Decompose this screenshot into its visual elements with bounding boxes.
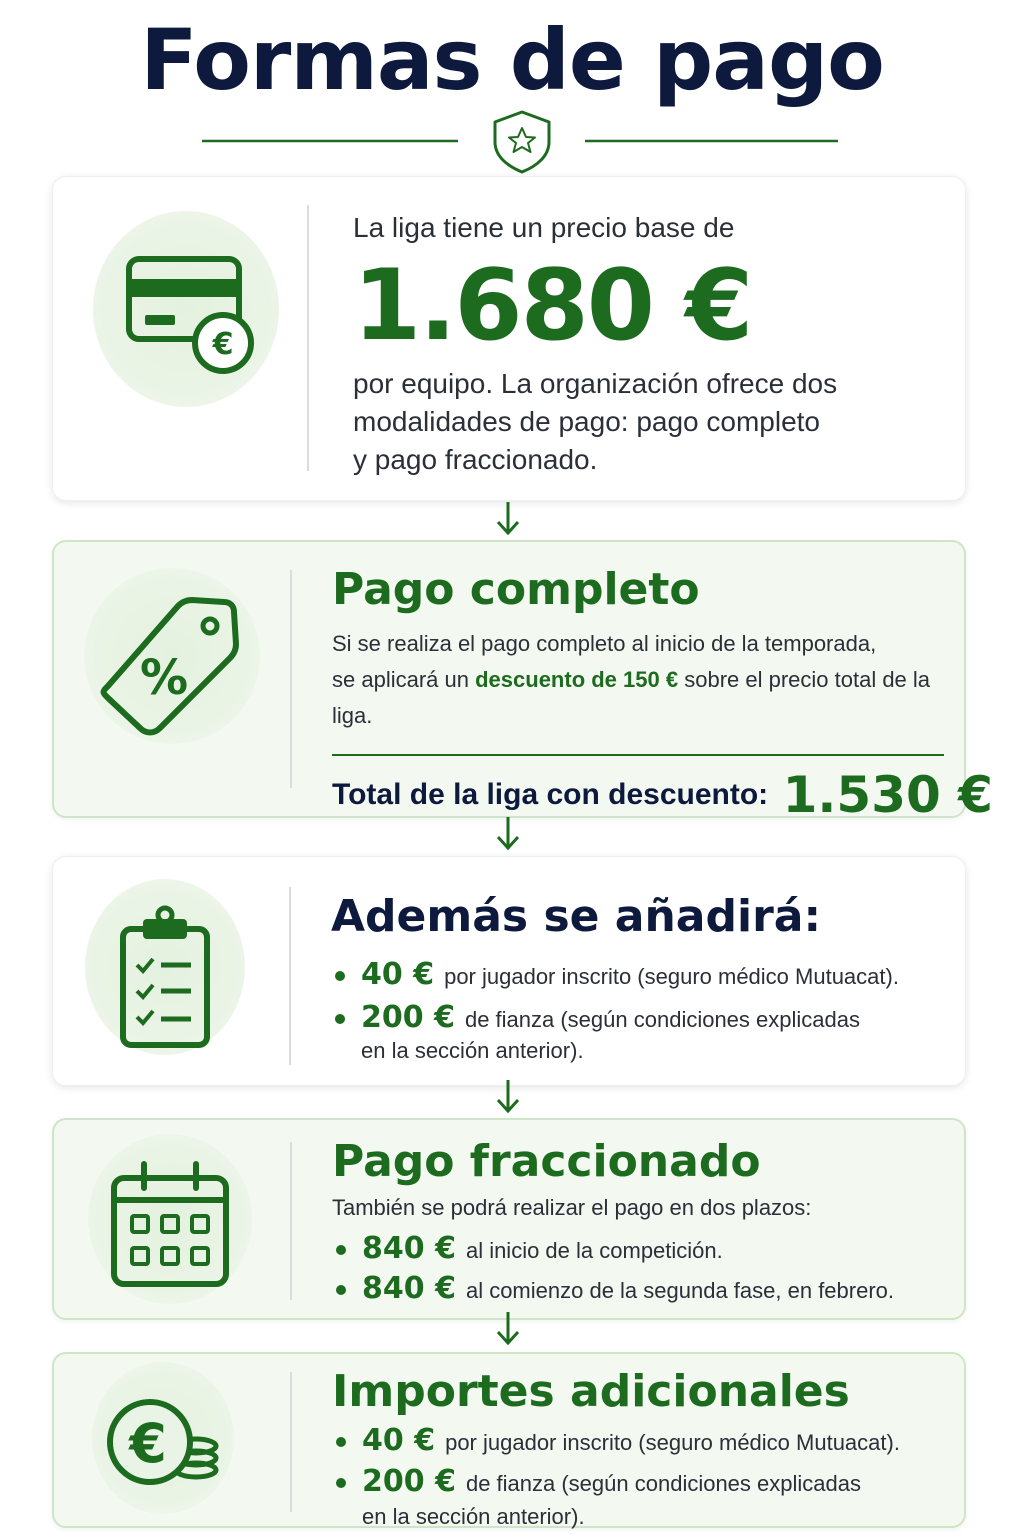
total-divider bbox=[332, 754, 944, 756]
total-row bbox=[332, 766, 993, 824]
intro-text: La liga tiene un precio base de bbox=[353, 212, 735, 243]
section-title: Pago completo bbox=[332, 564, 700, 615]
euro-coins-icon bbox=[92, 1362, 234, 1514]
list-item-cont: en la sección anterior). bbox=[362, 1504, 585, 1529]
base-price-card bbox=[52, 176, 966, 501]
intro-text: También se podrá realizar el pago en dos plazos: bbox=[332, 1195, 812, 1220]
card-icon-bg bbox=[93, 211, 279, 407]
desc-line-1: Si se realiza el pago completo al inicio de la temporada, bbox=[332, 631, 877, 656]
full-payment-card bbox=[52, 540, 993, 824]
card-icon-bg bbox=[92, 1362, 234, 1514]
divider bbox=[290, 1372, 292, 1512]
desc-line-2: modalidades de pago: pago completo bbox=[353, 406, 821, 437]
card-icon-bg bbox=[84, 568, 260, 744]
additional-amounts-card bbox=[52, 1352, 966, 1528]
svg-text:%: % bbox=[139, 650, 189, 706]
section-title: Pago fraccionado bbox=[332, 1136, 761, 1187]
title-divider bbox=[0, 108, 1024, 178]
extras-card bbox=[52, 856, 966, 1086]
credit-card-euro-icon bbox=[93, 211, 279, 407]
list-item: 40 € por jugador inscrito (seguro médico Mutuacat). bbox=[331, 957, 951, 995]
divider bbox=[290, 570, 292, 788]
list-item: 840 € al comienzo de la segunda fase, en febrero. bbox=[332, 1270, 952, 1310]
list-item: 40 € por jugador inscrito (seguro médico Mutuacat). bbox=[332, 1422, 952, 1462]
clipboard-checklist-icon bbox=[85, 879, 245, 1055]
discount-tag-icon bbox=[84, 568, 260, 744]
arrow-down-icon bbox=[492, 815, 524, 855]
calendar-icon bbox=[88, 1134, 252, 1304]
desc-line-1: por equipo. La organización ofrece dos bbox=[353, 368, 838, 399]
arrow-down-icon bbox=[492, 500, 524, 540]
total-value: 1.530 € bbox=[782, 766, 993, 824]
list-item: 840 € al inicio de la competición. bbox=[332, 1230, 952, 1270]
page-title: Formas de pago bbox=[140, 11, 884, 109]
svg-text:€: € bbox=[212, 327, 234, 362]
desc-line-2: se aplicará un descuento de 150 € sobre el precio total de la liga. bbox=[332, 667, 931, 728]
card-icon-bg bbox=[85, 879, 245, 1055]
divider bbox=[289, 887, 291, 1065]
total-label: Total de la liga con descuento: bbox=[332, 778, 769, 811]
section-title: Importes adicionales bbox=[332, 1366, 850, 1417]
base-price: 1.680 € bbox=[353, 249, 752, 363]
desc-line-3: y pago fraccionado. bbox=[353, 444, 598, 475]
svg-text:€: € bbox=[129, 1412, 167, 1475]
discount-highlight: descuento de 150 € bbox=[475, 667, 679, 692]
list-item-cont: en la sección anterior). bbox=[361, 1038, 584, 1063]
card-icon-bg bbox=[88, 1134, 252, 1304]
split-payment-card bbox=[52, 1118, 966, 1320]
divider bbox=[307, 205, 309, 471]
shield-star-icon bbox=[495, 112, 549, 172]
arrow-down-icon bbox=[492, 1078, 524, 1118]
divider bbox=[290, 1142, 292, 1300]
list-item: 200 € de fianza (según condiciones explicadas bbox=[331, 1001, 951, 1037]
arrow-down-icon bbox=[492, 1310, 524, 1350]
section-title: Además se añadirá: bbox=[331, 891, 822, 942]
list-item: 200 € de fianza (según condiciones explicadas bbox=[332, 1462, 952, 1504]
